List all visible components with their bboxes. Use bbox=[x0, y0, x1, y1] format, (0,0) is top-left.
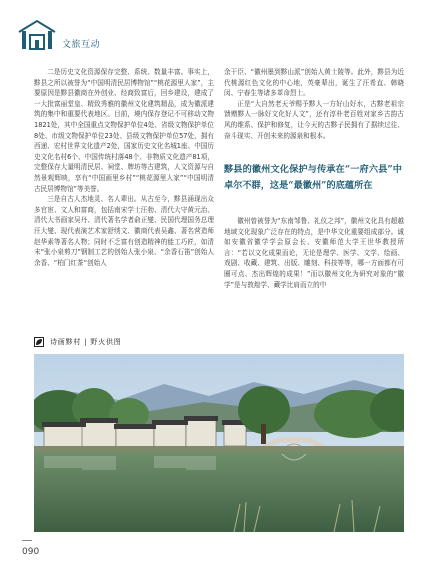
page-header bbox=[0, 0, 427, 58]
landscape-illustration bbox=[34, 354, 404, 532]
paragraph: 二是历史文化资源保存完整、系统、数量丰富。事实上，黟县之所以被誉为“中国明清民居博物馆”“桃花源里人家”，主要原因是黟县徽商在外创业、经商致富后，回乡建设，建成了一大批富丽堂皇、精致秀雅的徽州文化建筑精品，成为徽派建筑的集中和重要代表地区。目前，境内保存登记不可移动文物1821处，其中全国重点文物保护单位4处、省级文物保护单位8处、市级文物保护单位23处、县级文物保护单位57处，拥有西递、宏村世界文化遗产2处，国家历史文化名城1座、中国历史文化名村6个、中国传统村落48个、非物质文化遗产81项，完整保存大量明清民居、祠堂、牌坊等古建筑，人文资源与自然景观辉映，享有“中国画里乡村”“桃花源里人家”“中国明清古民居博物馆”等美誉。 bbox=[34, 68, 214, 193]
caption-text: 诗画黟村 | 野火供图 bbox=[50, 338, 122, 346]
house-roof-logo-icon bbox=[18, 18, 56, 52]
paragraph: 徽州曾被誉为“东南邹鲁、礼仪之邦”，徽州文化具有超越地域文化现象广泛存在的特点，是中华文化重要组成部分。诚如安徽省徽学学会原会长、安徽师范大学王世华教授所言：“若以文化成果而论，无论是理学、医学、文学、绘画、戏剧、收藏、建筑、出版、雕刻、科技等等，哪一方面都有可圈可点、杰出辉煌的成果！”而以徽州文化为研究对象的“徽学”是与敦煌学、藏学比肩而立的中 bbox=[224, 217, 404, 289]
paragraph: 余干臣、“徽州墨到黟山派”创始人黄士陵等。此外，黟县为近代桃源红色文化的中心地，英豪辈出，诞生了汪希直、韩晓闵、宁春生等诸多革命烈士。 bbox=[224, 68, 404, 98]
page-number: 090 bbox=[22, 547, 40, 557]
leaf-marker-icon bbox=[34, 337, 44, 347]
paragraph: 三是自古人杰地灵、名人辈出。从古至今，黟县涌现出众多官宦、文人和富商，包括南宋学士汪勃、清代大守黄元治、清代大书画家吴丹、清代著名学者俞正燮、民国代理国务总理汪大燮、现代表演艺术家舒绣文、徽商代表吴鑫、著名营造师赵华素等著名人物；同时不乏富有创造精神的能工巧匠，如清末“张小泉剪刀”钢制工艺的创始人张小泉、“余香石笛”创始人余香、“柏门红茶”创始人 bbox=[34, 195, 214, 267]
photo-caption bbox=[34, 336, 122, 348]
paragraph: 正是“大自然老天爷赐予黟人一方好山好水，古黟老祖宗馈赠黟人一脉好文化好人文”，还有淳朴老百姓对家乡古韵古风的维系、保护和修复，让今天的古黟子民拥有了据续过往、奋斗现实、开创未来的源泉和根本。 bbox=[224, 99, 404, 140]
article-column-right-top bbox=[224, 67, 404, 141]
village-landscape-photo bbox=[34, 354, 404, 532]
section-label: 文旅互动 bbox=[62, 40, 101, 50]
article-column-right-bottom bbox=[224, 216, 404, 290]
article-column-left bbox=[34, 67, 214, 268]
footer-rule bbox=[22, 540, 32, 541]
section-heading: 黟县的徽州文化保护与传承在“一府六县”中卓尔不群，这是“最徽州”的底蕴所在 bbox=[224, 164, 402, 191]
